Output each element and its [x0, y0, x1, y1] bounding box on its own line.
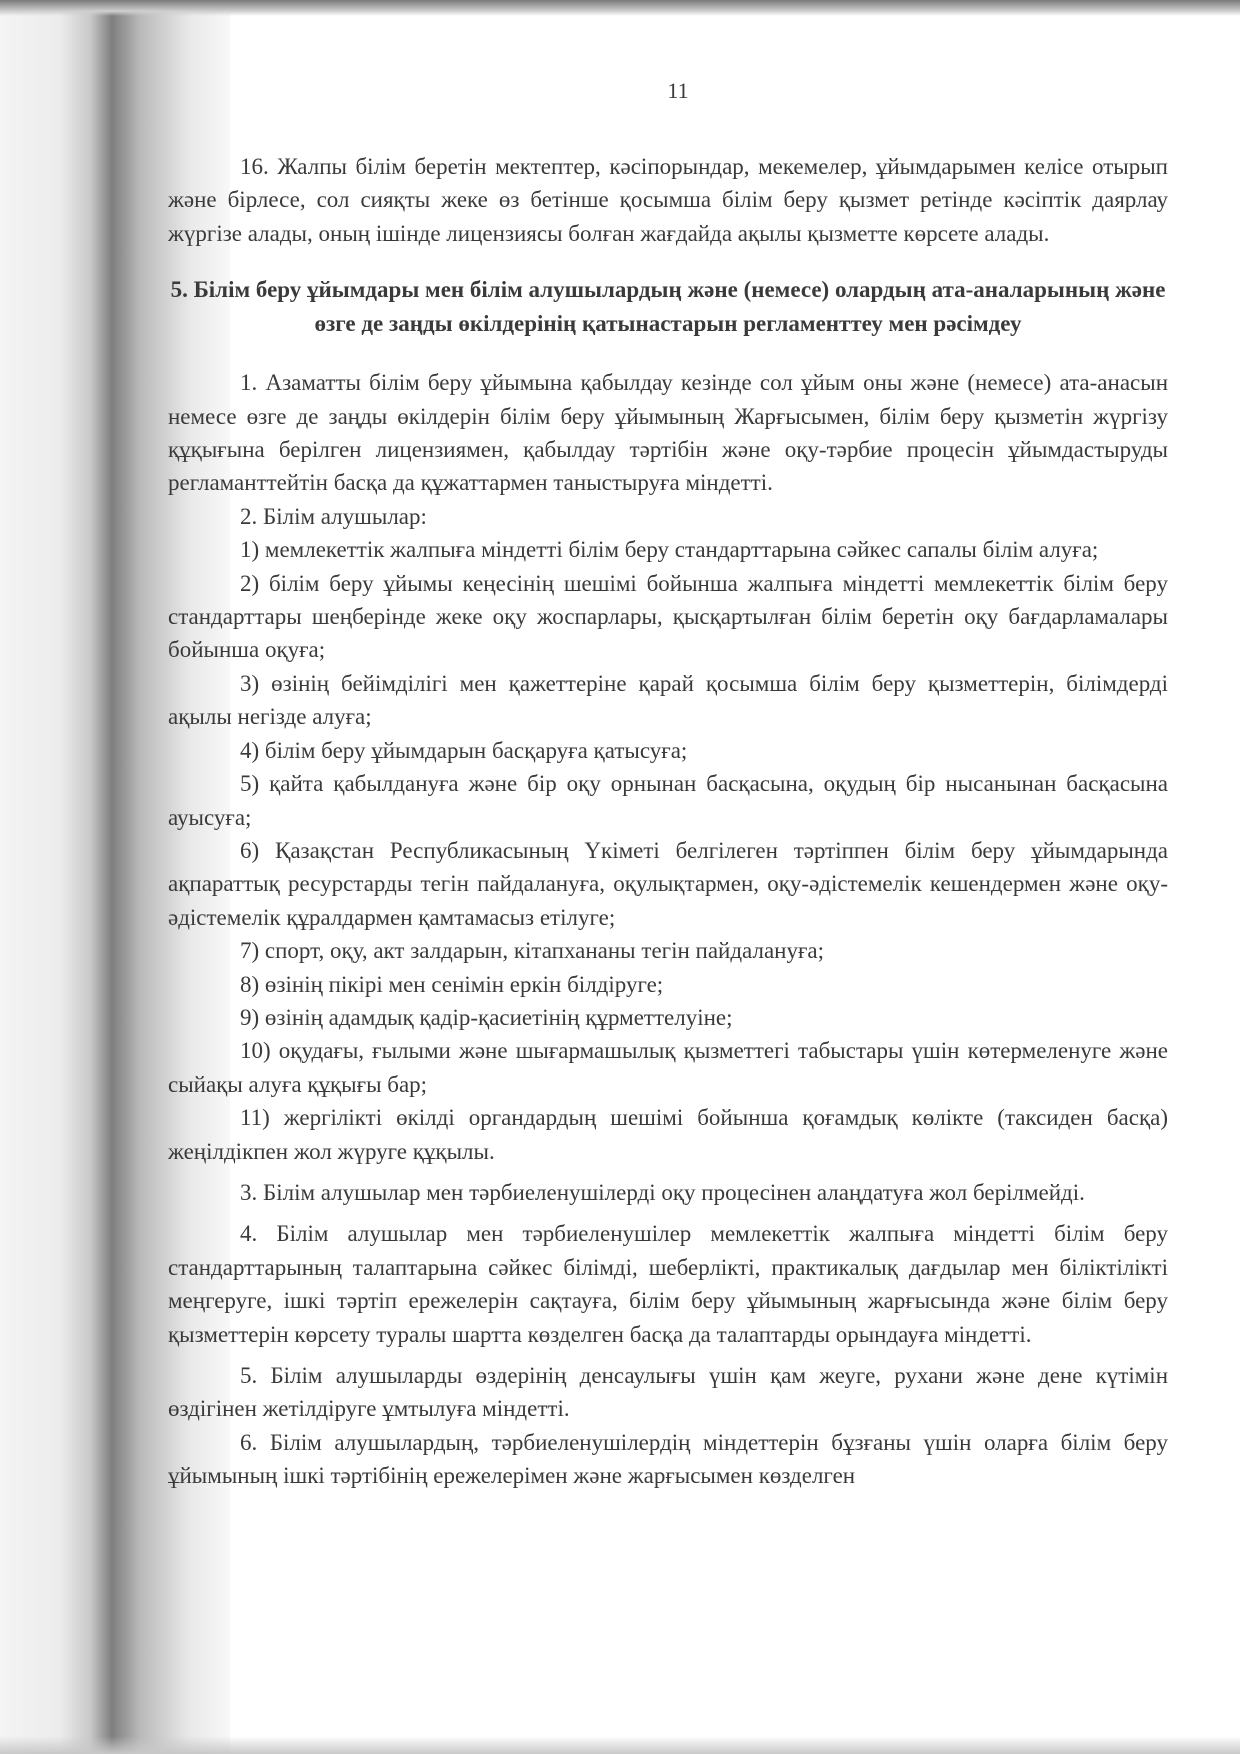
- page-body: [168, 150, 1168, 1493]
- list-item-1: 1) мемлекеттік жалпыға міндетті білім беру стандарттарына сәйкес сапалы білім алуға;: [240, 537, 1099, 563]
- paragraph-4: 4. Білім алушылар мен тәрбиеленушілер мемлекеттік жалпыға міндетті білім беру стандарттарының талаптарына сәйкес білімді, шеберлікті, практикалық дағдылар мен біліктілікті меңгеруге, ішкі тәртіп ережелерін сақтауға, білім беру ұйымының жарғысында және білім беру қызметтерін көрсету туралы шартта көзделген басқа да талаптарды орындауға міндетті.: [168, 1221, 1168, 1347]
- paragraph-2: 2. Білім алушылар:: [240, 503, 427, 529]
- list-item-10: 10) оқудағы, ғылыми және шығармашылық қызметтегі табыстары үшін көтермеленуге және сыйақы алуға құқығы бар;: [168, 1038, 1168, 1097]
- page-number: 11: [667, 78, 689, 103]
- paragraph-3: 3. Білім алушылар мен тәрбиеленушілерді оқу процесінен алаңдатуға жол берілмейді.: [240, 1179, 1085, 1205]
- paragraph-6: 6. Білім алушылардың, тәрбиеленушілердің міндеттерін бұзғаны үшін оларға білім беру ұйымының ішкі тәртібінің ережелерімен және жарғысымен көзделген: [168, 1429, 1168, 1489]
- list-item-2: 2) білім беру ұйымы кеңесінің шешімі бойынша жалпыға міндетті мемлекеттік білім беру стандарттары шеңберінде жеке оқу жоспарлары, қысқартылған білім беретін оқу бағдарламалары бойынша оқуға;: [168, 570, 1168, 663]
- list-item-6: 6) Қазақстан Республикасының Үкіметі белгілеген тәртіппен білім беру ұйымдарында ақпараттық ресурстарды тегін пайдалануға, оқулықтармен, оқу-әдістемелік кешендермен және оқу-әдістемелік құралдармен қамтамасыз етілуге;: [168, 837, 1168, 930]
- paragraph-5: 5. Білім алушыларды өздерінің денсаулығы үшін қам жеуге, рухани және дене күтімін өздігінен жетілдіруге ұмтылуға міндетті.: [168, 1363, 1168, 1422]
- document-page: [168, 0, 1188, 1754]
- list-item-11: 11) жергілікті өкілді органдардың шешімі бойынша қоғамдық көлікте (таксиден басқа) жеңілдікпен жол жүруге құқылы.: [168, 1105, 1168, 1164]
- list-item-4: 4) білім беру ұйымдарын басқаруға қатысуға;: [240, 737, 688, 763]
- paragraph-16: 16. Жалпы білім беретін мектептер, кәсіпорындар, мекемелер, ұйымдарымен келісе отырып және бірлесе, сол сияқты жеке өз бетінше қосымша білім беру қызмет ретінде кәсіптік даярлау жүргізе алады, оның ішінде лицензиясы болған жағдайда ақылы қызметте көрсете алады.: [168, 154, 1168, 246]
- list-item-9: 9) өзінің адамдық қадір-қасиетінің құрметтелуіне;: [240, 1004, 733, 1030]
- list-item-3: 3) өзінің бейімділігі мен қажеттеріне қарай қосымша білім беру қызметтерін, білімдерді ақылы негізде алуға;: [168, 670, 1168, 730]
- list-item-8: 8) өзінің пікірі мен сенімін еркін білдіруге;: [240, 971, 664, 997]
- paragraph-1: 1. Азаматты білім беру ұйымына қабылдау кезінде сол ұйым оны және (немесе) ата-анасын немесе өзге де заңды өкілдерін білім беру ұйымының Жарғысымен, білім беру қызметін жүргізу құқығына берілген лицензиямен, қабылдау тәртібін және оқу-тәрбие процесін ұйымдастыруды регламанттейтін басқа да құжаттармен таныстыруға міндетті.: [168, 370, 1168, 496]
- list-item-7: 7) спорт, оқу, акт залдарын, кітапхананы тегін пайдалануға;: [240, 938, 824, 964]
- section-heading: 5. Білім беру ұйымдары мен білім алушылардың және (немесе) олардың ата-аналарының және өзге де заңды өкілдерінің қатынастарын регламенттеу мен рәсімдеу: [170, 277, 1166, 337]
- list-item-5: 5) қайта қабылдануға және бір оқу орнынан басқасына, оқудың бір нысанынан басқасына ауысуға;: [168, 771, 1168, 830]
